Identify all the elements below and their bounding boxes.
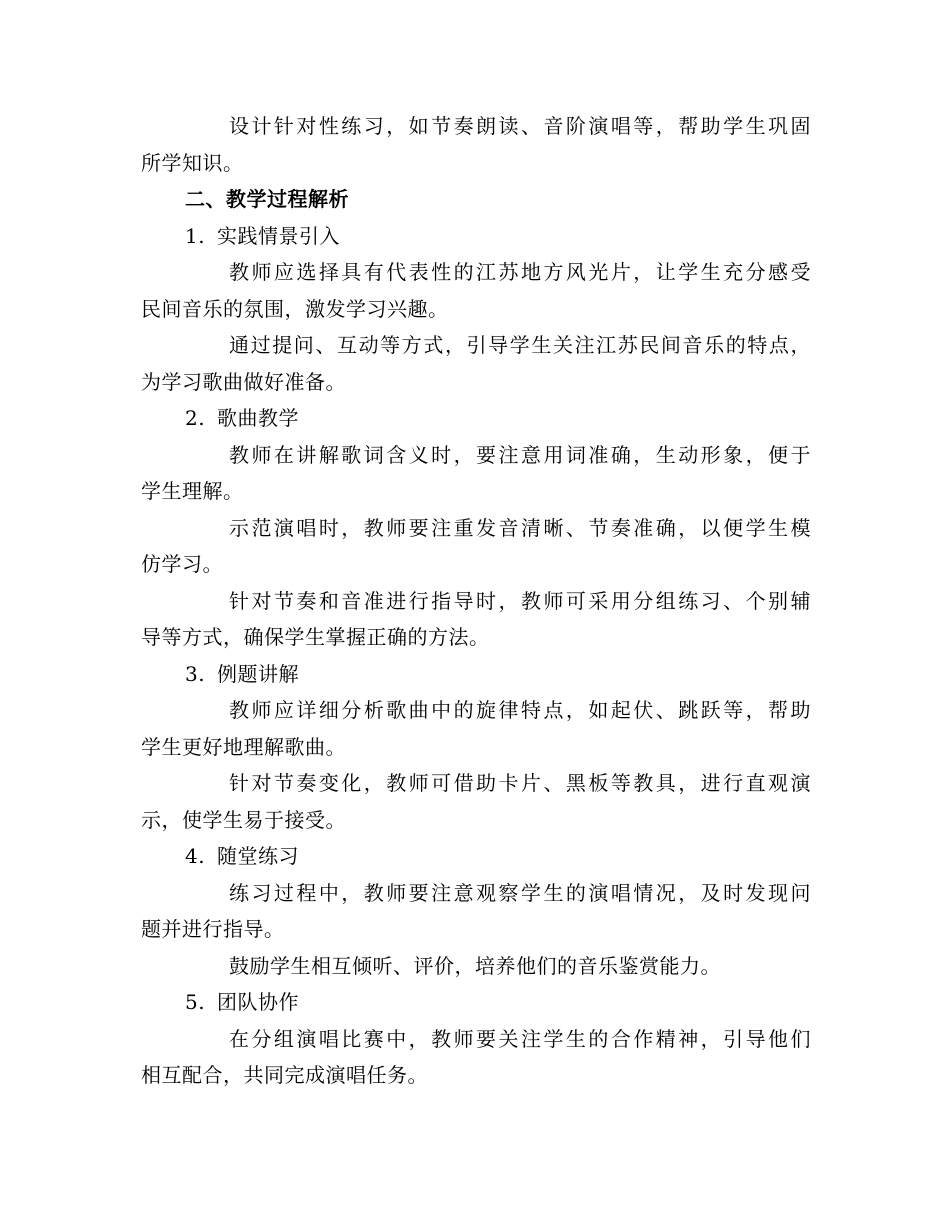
paragraph-line: 题并进行指导。 <box>141 917 285 941</box>
paragraph-line: 为学习歌曲做好准备。 <box>141 369 346 394</box>
paragraph <box>141 108 811 181</box>
document-body <box>141 108 811 1094</box>
paragraph <box>141 327 811 400</box>
paragraph-line: 学生更好地理解歌曲。 <box>141 734 346 759</box>
paragraph <box>141 583 811 656</box>
paragraph-line: 仿学习。 <box>141 552 223 576</box>
item-number: 3. <box>185 661 206 686</box>
item-title: 例题讲解 <box>217 661 299 686</box>
paragraph-line: 针对节奏变化，教师可借助卡片、黑板等教具，进行直观演 <box>229 771 811 795</box>
paragraph-line: 民间音乐的氛围，激发学习兴趣。 <box>141 296 449 321</box>
paragraph <box>141 437 811 510</box>
paragraph-line: 通过提问、互动等方式，引导学生关注江苏民间音乐的特点， <box>229 333 811 357</box>
item-title: 歌曲教学 <box>217 406 299 430</box>
item-title: 随堂练习 <box>217 844 299 868</box>
paragraph-line: 针对节奏和音准进行指导时，教师可采用分组练习、个别辅 <box>229 588 811 613</box>
item-number: 5. <box>185 990 206 1014</box>
paragraph-line: 所学知识。 <box>141 150 244 175</box>
numbered-subheading <box>141 218 811 255</box>
section-heading: 二、教学过程解析 <box>185 187 349 211</box>
item-title: 团队协作 <box>217 990 299 1014</box>
numbered-subheading <box>141 984 811 1021</box>
paragraph <box>141 692 811 765</box>
paragraph-line: 相互配合，共同完成演唱任务。 <box>141 1063 428 1087</box>
paragraph-line: 示范演唱时，教师要注重发音清晰、节奏准确，以便学生模 <box>229 515 811 540</box>
paragraph <box>141 510 811 583</box>
numbered-subheading <box>141 400 811 437</box>
paragraph <box>141 948 811 985</box>
paragraph <box>141 254 811 327</box>
paragraph-line: 导等方式，确保学生掌握正确的方法。 <box>141 625 490 649</box>
paragraph-line: 学生理解。 <box>141 479 244 503</box>
paragraph-line: 示，使学生易于接受。 <box>141 807 346 832</box>
paragraph-line: 教师应选择具有代表性的江苏地方风光片，让学生充分感受 <box>229 260 811 284</box>
paragraph-line: 练习过程中，教师要注意观察学生的演唱情况，及时发现问 <box>229 880 811 905</box>
item-number: 2. <box>185 406 206 430</box>
paragraph-line: 教师在讲解歌词含义时，要注意用词准确，生动形象，便于 <box>229 442 811 467</box>
numbered-subheading <box>141 656 811 693</box>
paragraph <box>141 1021 811 1094</box>
item-number: 4. <box>185 844 206 868</box>
numbered-subheading <box>141 838 811 875</box>
paragraph-line: 鼓励学生相互倾听、评价，培养他们的音乐鉴赏能力。 <box>229 953 721 978</box>
paragraph <box>141 765 811 838</box>
paragraph <box>141 875 811 948</box>
paragraph-line: 设计针对性练习，如节奏朗读、音阶演唱等，帮助学生巩固 <box>229 114 811 138</box>
item-title: 实践情景引入 <box>217 223 340 248</box>
item-number: 1. <box>185 223 206 248</box>
paragraph-line: 在分组演唱比赛中，教师要关注学生的合作精神，引导他们 <box>229 1026 811 1051</box>
paragraph-line: 教师应详细分析歌曲中的旋律特点，如起伏、跳跃等，帮助 <box>229 698 811 722</box>
